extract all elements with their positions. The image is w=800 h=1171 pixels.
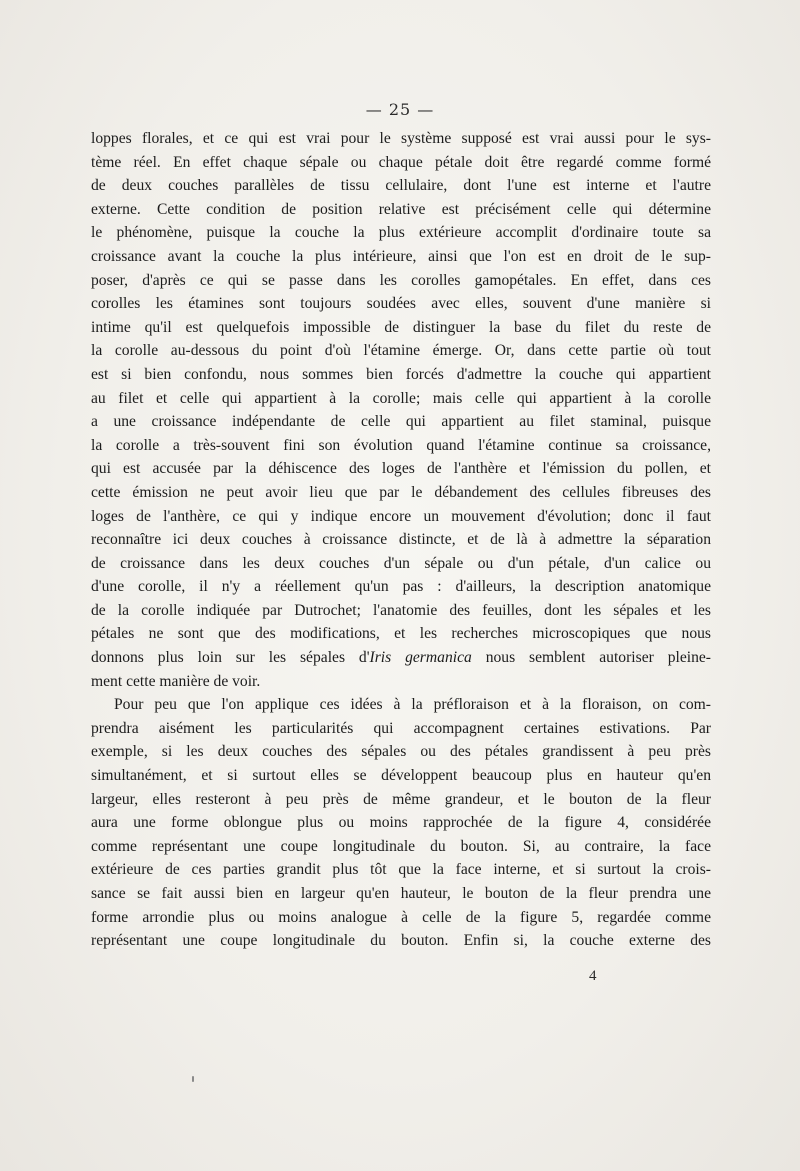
text-line: de deux couches parallèles de tissu cellulaire, dont l'une est interne et l'autre [91, 177, 711, 195]
text-line: loppes florales, et ce qui est vrai pour le système supposé est vrai aussi pour le sys- [91, 130, 711, 147]
text-line: est si bien confondu, nous sommes bien forcés d'admettre la couche qui appartient [91, 365, 711, 383]
text-line: loges de l'anthère, ce qui y indique encore un mouvement d'évolution; donc il faut [91, 507, 711, 525]
text-line: cette émission ne peut avoir lieu que par le débandement des cellules fibreuses des [91, 483, 711, 501]
text-line: au filet et celle qui appartient à la corolle; mais celle qui appartient à la corolle [91, 389, 711, 407]
body-text [91, 127, 711, 953]
text-line: sance se fait aussi bien en largeur qu'en hauteur, le bouton de la fleur prendra une [91, 885, 711, 902]
text-line: le phénomène, puisque la couche la plus extérieure accomplit d'ordinaire toute sa [91, 224, 711, 242]
text-line: prendra aisément les particularités qui accompagnent certaines estivations. Par [91, 719, 711, 737]
text-line: externe. Cette condition de position relative est précisément celle qui détermine [91, 200, 711, 218]
text-line: tème réel. En effet chaque sépale ou chaque pétale doit être regardé comme formé [91, 153, 711, 171]
text-line: Pour peu que l'on applique ces idées à la préfloraison et à la floraison, on com- [114, 696, 711, 714]
text-line: exemple, si les deux couches des sépales ou des pétales grandissent à peu près [91, 743, 711, 761]
text-line: qui est accusée par la déhiscence des loges de l'anthère et l'émission du pollen, et [91, 460, 711, 478]
text-line: simultanément, et si surtout elles se développent beaucoup plus en hauteur qu'en [91, 767, 711, 785]
text-line: a une croissance indépendante de celle qui appartient au filet staminal, puisque [91, 413, 711, 431]
text-line: forme arrondie plus ou moins analogue à celle de la figure 5, regardée comme [91, 908, 711, 926]
text-line: corolles les étamines sont toujours soudées avec elles, souvent d'une manière si [91, 295, 711, 313]
text-line: aura une forme oblongue plus ou moins rapprochée de la figure 4, considérée [91, 814, 711, 832]
text-line: de la corolle indiquée par Dutrochet; l'anatomie des feuilles, dont les sépales et les [91, 601, 711, 619]
text-line: reconnaître ici deux couches à croissance distincte, et de là à admettre la séparation [91, 531, 711, 549]
paper-speck [192, 1076, 194, 1082]
page-number: — 25 — [365, 100, 435, 119]
text-line: d'une corolle, il n'y a réellement qu'un pas : d'ailleurs, la description anatomique [91, 578, 711, 596]
text-segment: nous semblent autoriser pleine- [471, 649, 712, 667]
text-line: la corolle au-dessous du point d'où l'étamine émerge. Or, dans cette partie où tout [91, 342, 711, 360]
text-line: pétales ne sont que des modifications, et les recherches microscopiques que nous [91, 625, 711, 643]
text-line: comme représentant une coupe longitudinale du bouton. Si, au contraire, la face [91, 837, 711, 855]
text-line: ment cette manière de voir. [91, 672, 261, 690]
text-line: représentant une coupe longitudinale du bouton. Enfin si, la couche externe des [91, 932, 711, 950]
paragraph-2 [91, 693, 711, 953]
text-line: intime qu'il est quelquefois impossible de distinguer la base du filet du reste de [91, 318, 711, 336]
species-name: Iris germanica [369, 649, 472, 667]
paragraph-1 [91, 127, 711, 693]
text-line: de croissance dans les deux couches d'un sépale ou d'un pétale, d'un calice ou [91, 554, 711, 572]
text-line-with-italic [91, 646, 711, 670]
text-line: extérieure de ces parties grandit plus tôt que la face interne, et si surtout la crois- [91, 861, 711, 879]
signature-mark: 4 [589, 968, 597, 984]
text-line: largeur, elles resteront à peu près de même grandeur, et le bouton de la fleur [91, 790, 711, 808]
text-line: la corolle a très-souvent fini son évolution quand l'étamine continue sa croissance, [91, 436, 711, 454]
text-line: croissance avant la couche la plus intérieure, ainsi que l'on est en droit de le sup- [91, 247, 711, 265]
text-line: poser, d'après ce qui se passe dans les corolles gamopétales. En effet, dans ces [91, 271, 711, 289]
text-segment: donnons plus loin sur les sépales d' [91, 649, 370, 667]
